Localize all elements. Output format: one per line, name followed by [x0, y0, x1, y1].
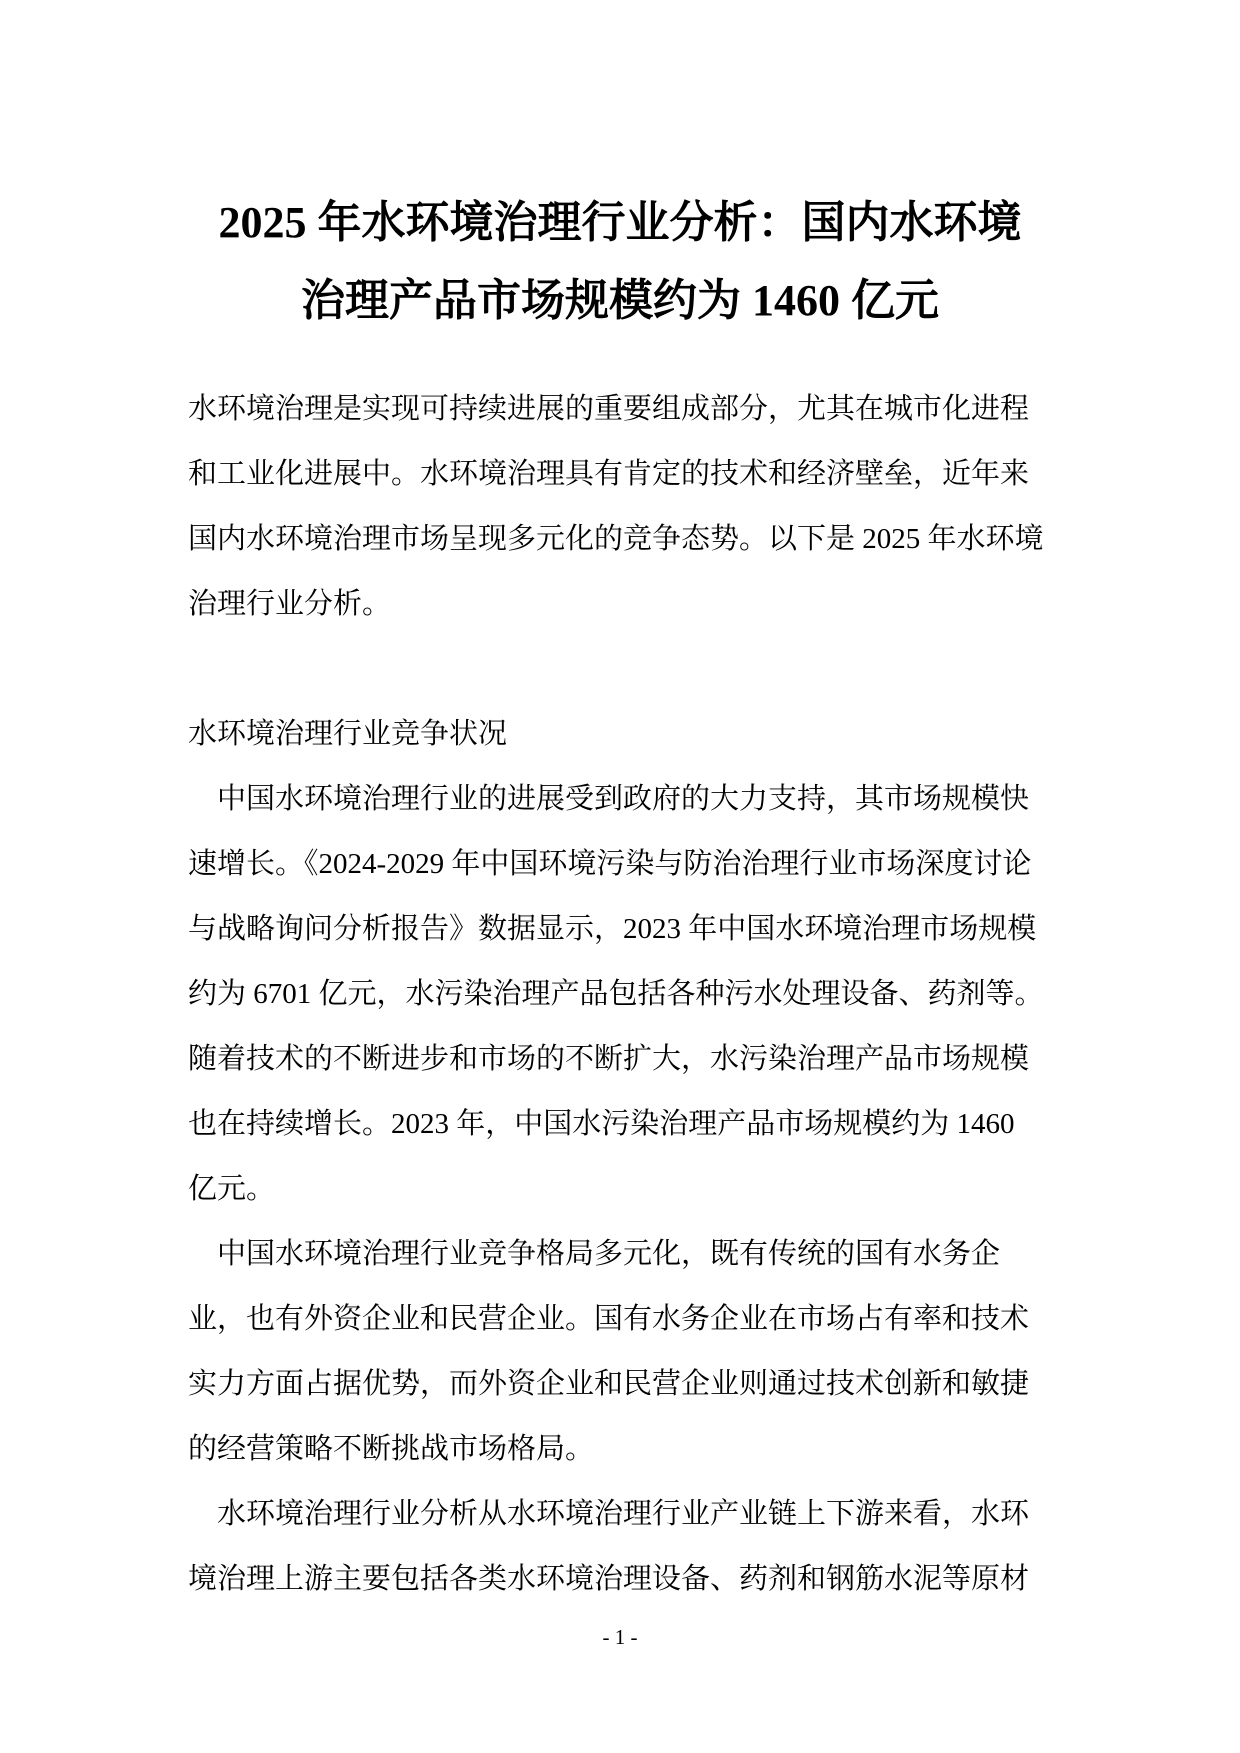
- document-title: [188, 184, 1052, 340]
- page-number-footer: - 1 -: [602, 1625, 638, 1649]
- body-line: 实力方面占据优势，而外资企业和民营企业则通过技术创新和敏捷: [188, 1368, 1030, 1400]
- body-line: 也在持续增长。2023 年，中国水污染治理产品市场规模约为 1460: [188, 1108, 1015, 1140]
- body-line: 约为 6701 亿元，水污染治理产品包括各种污水处理设备、药剂等。: [188, 978, 1044, 1010]
- body-line: 与战略询问分析报告》数据显示，2023 年中国水环境治理市场规模: [188, 913, 1037, 945]
- body-line: 中国水环境治理行业竞争格局多元化，既有传统的国有水务企: [217, 1238, 1001, 1270]
- title-line-1: 2025 年水环境治理行业分析：国内水环境: [218, 198, 1022, 247]
- document-body: [188, 377, 1052, 1612]
- body-line: 国内水环境治理市场呈现多元化的竞争态势。以下是 2025 年水环境: [188, 523, 1044, 555]
- body-line: 随着技术的不断进步和市场的不断扩大，水污染治理产品市场规模: [188, 1043, 1030, 1075]
- paragraph-competition: [188, 1222, 1052, 1482]
- paragraph-industry-chain: [188, 1482, 1052, 1612]
- blank-line: [188, 637, 1052, 702]
- body-line: 的经营策略不断挑战市场格局。: [188, 1433, 595, 1465]
- section-heading: 水环境治理行业竞争状况: [188, 718, 508, 750]
- body-line: 中国水环境治理行业的进展受到政府的大力支持，其市场规模快: [217, 783, 1030, 815]
- body-line: 速增长。《2024-2029 年中国环境污染与防治治理行业市场深度讨论: [188, 848, 1032, 880]
- body-line: 水环境治理是实现可持续进展的重要组成部分，尤其在城市化进程: [188, 393, 1030, 425]
- paragraph-market-size: [188, 767, 1052, 1222]
- title-line-2: 治理产品市场规模约为 1460 亿元: [301, 276, 939, 325]
- paragraph-intro: [188, 377, 1052, 637]
- body-line: 业，也有外资企业和民营企业。国有水务企业在市场占有率和技术: [188, 1303, 1030, 1335]
- body-line: 水环境治理行业分析从水环境治理行业产业链上下游来看，水环: [217, 1498, 1030, 1530]
- body-line: 境治理上游主要包括各类水环境治理设备、药剂和钢筋水泥等原材: [188, 1563, 1030, 1595]
- body-line: 治理行业分析。: [188, 588, 392, 620]
- body-line: 和工业化进展中。水环境治理具有肯定的技术和经济壁垒，近年来: [188, 458, 1030, 490]
- body-line: 亿元。: [188, 1173, 276, 1205]
